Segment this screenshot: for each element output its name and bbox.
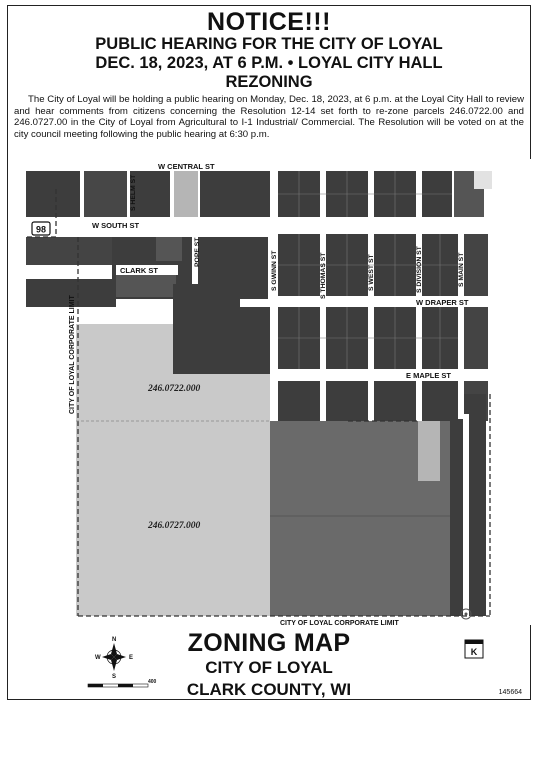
parcel-label-0727: 246.0727.000 — [148, 521, 201, 531]
compass-e: E — [129, 655, 134, 661]
street-label-s-gwinn: S GWINN ST — [271, 250, 278, 291]
corporate-limit-west-label: CITY OF LOYAL CORPORATE LIMIT — [69, 295, 76, 414]
zoning-map — [8, 159, 532, 625]
compass-s: S — [112, 674, 117, 680]
street-label-w-south: W SOUTH ST — [92, 221, 140, 230]
notice-body: The City of Loyal will be holding a public hearing on Monday, Dec. 18, 2023, at 6 p.m. at the Loyal City Hall to review and hear comments from citizens concerning the Resolution 12-14 set forth to re-zone parcels 246.0722.00 and 246.0727.00 in the City of Loyal from Agricultural to I-1 Industrial/ Commercial. The Resolution will be voted on at the city council meeting following the public hearing at 6:30 p.m. — [14, 94, 524, 140]
compass-n: N — [112, 637, 117, 643]
zoning-map-title: ZONING MAP — [187, 629, 351, 657]
route-shield-label: 98 — [35, 224, 47, 235]
ad-id: 145664 — [498, 689, 522, 696]
street-label-clark: CLARK ST — [120, 266, 158, 275]
street-label-s-division: S DIVISION ST — [416, 246, 423, 293]
compass-w: W — [95, 655, 101, 661]
hearing-subject: REZONING — [225, 73, 313, 91]
street-label-w-draper: W DRAPER ST — [416, 298, 469, 307]
street-label-pope: POPE ST — [194, 237, 201, 267]
corporate-limit-south-label: CITY OF LOYAL CORPORATE LIMIT — [280, 620, 399, 625]
street-label-e-maple: E MAPLE ST — [406, 371, 452, 380]
notice-headline: NOTICE!!! — [207, 8, 331, 36]
city-name: CITY OF LOYAL — [205, 658, 333, 677]
hearing-title: PUBLIC HEARING FOR THE CITY OF LOYAL — [95, 35, 443, 53]
street-label-s-helm: S HELM ST — [130, 174, 137, 211]
hearing-date-location: DEC. 18, 2023, AT 6 P.M. • LOYAL CITY HALL — [95, 54, 443, 72]
parcel-label-0722: 246.0722.000 — [148, 384, 201, 394]
street-label-w-central: W CENTRAL ST — [158, 162, 215, 171]
street-label-s-west: S WEST ST — [368, 254, 375, 291]
scale-end-label: 400 — [148, 679, 157, 685]
notice-ad — [7, 5, 531, 700]
k-legend-label: K — [470, 647, 478, 657]
county-name: CLARK COUNTY, WI — [186, 680, 352, 699]
street-label-s-thomas: S THOMAS ST — [320, 252, 327, 299]
street-label-s-main: S MAIN ST — [458, 252, 465, 287]
